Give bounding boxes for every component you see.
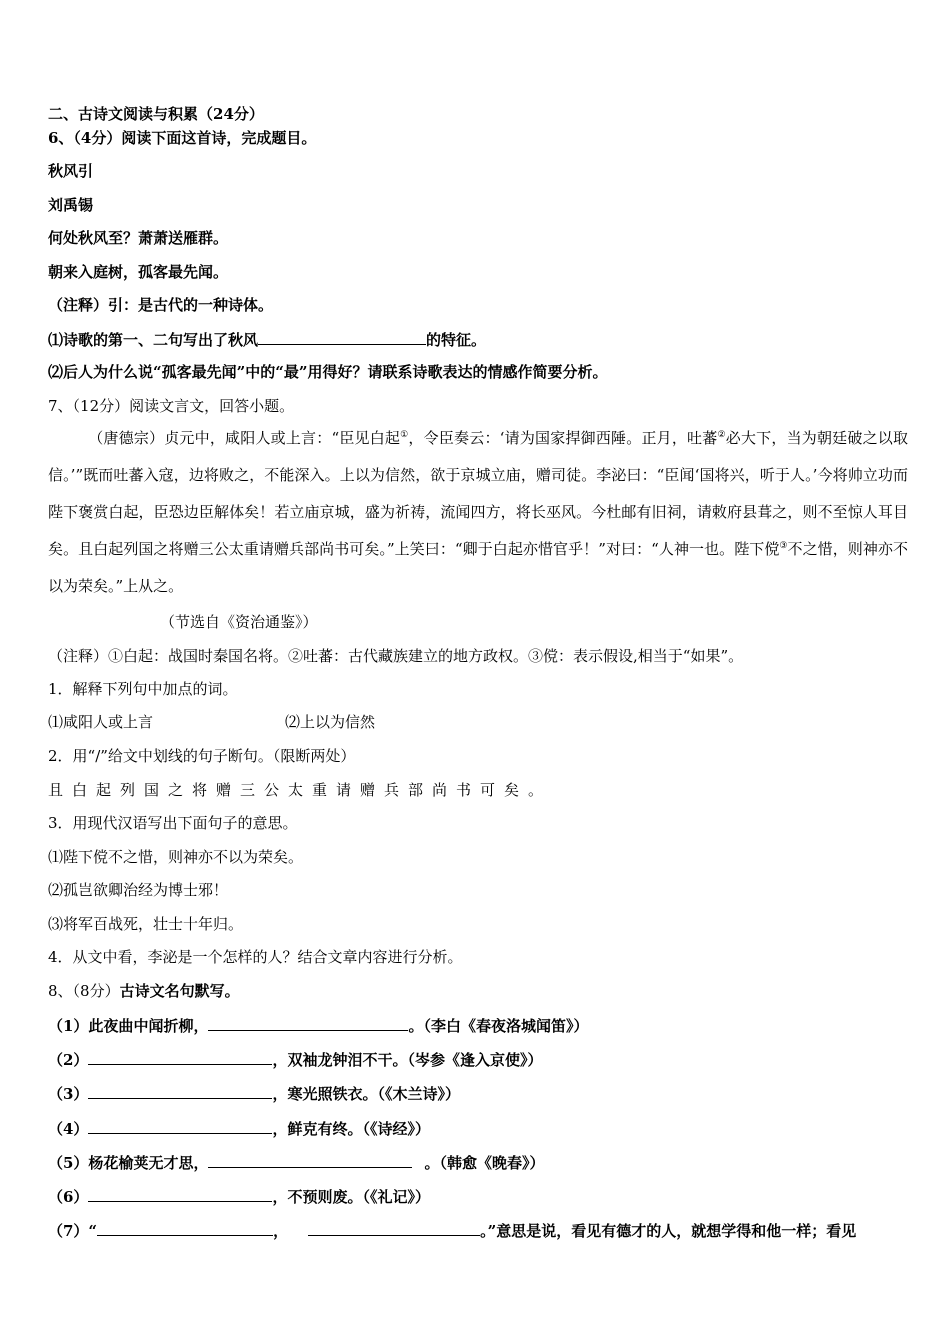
q8-item-2 (48, 1049, 910, 1070)
q7-sub1-item-a: ⑴咸阳人或上言 (48, 713, 154, 731)
q8-item-7 (48, 1220, 910, 1241)
q7-sentence-to-punctuate: 且白起列国之将赠三公太重请赠兵部尚书可矣。 (48, 781, 553, 799)
q8-item-3-pre: （3） (48, 1085, 89, 1103)
q6-sub1-blank (258, 329, 426, 345)
poem-title: 秋风引 (48, 162, 94, 180)
q7-sub1-item-b: ⑵上以为信然 (285, 713, 376, 731)
q6-subquestion-1 (48, 329, 910, 350)
q7-subquestion-3: 3．用现代汉语写出下面句子的意思。 (48, 814, 298, 832)
section-title: 二、古诗文阅读与积累（24分） (48, 105, 264, 123)
passage-part-3: 必大下，当为朝廷破之以取信。’”既而吐蕃入寇，边将败之，不能深入。上以为信然，欲于京城立庙，赠司徒。李泌曰：“臣闻‘国将兴，听于人。’今将帅立功而陛下褒赏白起，臣恐边臣解体矣！若立庙京城，盛为祈祷，流闻四方，将长巫风。今杜邮有旧祠，请敕府县葺之，则不至惊人耳目矣。且白起列国之将赠三公太重请赠兵部尚书可矣。”上笑曰：“卿于白起亦惜官乎！”对曰：“人神一也。陛下傥 (48, 429, 908, 558)
q8-item-4-post: ，鲜克有终。（《诗经》） (272, 1120, 430, 1138)
q8-item-5 (48, 1152, 910, 1173)
q6-sub1-text-before: ⑴诗歌的第一、二句写出了秋风 (48, 331, 259, 349)
q7-sub3-item-a: ⑴陛下傥不之惜，则神亦不以为荣矣。 (48, 848, 304, 866)
footnote-mark-2: ② (717, 430, 726, 440)
q6-sub1-text-after: 的特征。 (426, 331, 487, 349)
passage-part-4: 不之惜，则神亦不以为荣矣。”上从之。 (48, 540, 908, 595)
q8-item-2-blank (88, 1049, 272, 1065)
q8-item-6-pre: （6） (48, 1188, 89, 1206)
q7-passage (48, 420, 908, 605)
q8-item-7-blank-a (97, 1220, 273, 1236)
q8-item-5-post: 。（韩愈《晚春》） (424, 1154, 545, 1172)
q8-header (48, 981, 910, 1001)
q6-subquestion-2: ⑵后人为什么说“孤客最先闻”中的“最”用得好？请联系诗歌表达的情感作简要分析。 (48, 363, 608, 381)
q8-item-4 (48, 1118, 910, 1139)
q8-item-7-mid: ， (273, 1222, 289, 1240)
passage-part-1: （唐德宗）贞元中，咸阳人或上言：“臣见白起 (88, 429, 401, 447)
q8-item-4-blank (88, 1118, 272, 1134)
poem-note: （注释）引：是古代的一种诗体。 (48, 296, 274, 314)
q8-item-1-post: 。（李白《春夜洛城闻笛》） (408, 1017, 589, 1035)
q7-sub3-item-b: ⑵孤岂欲卿治经为博士邪！ (48, 881, 229, 899)
q8-item-5-blank (208, 1152, 412, 1168)
passage-source: （节选自《资治通鉴》） (160, 613, 318, 631)
q8-item-1 (48, 1015, 910, 1036)
q8-item-3 (48, 1083, 910, 1104)
q8-item-7-post: 。”意思是说，看见有德才的人，就想学得和他一样；看见 (480, 1222, 857, 1240)
q7-subquestion-2: 2．用“/”给文中划线的句子断句。（限断两处） (48, 747, 356, 765)
q8-item-3-post: ，寒光照铁衣。（《木兰诗》） (272, 1085, 460, 1103)
q8-item-5-pre: （5）杨花榆荚无才思， (48, 1154, 209, 1172)
q6-header: 6、（4分）阅读下面这首诗，完成题目。 (48, 129, 317, 147)
poem-author: 刘禹锡 (48, 196, 94, 214)
poem-line-2: 朝来入庭树，孤客最先闻。 (48, 263, 229, 281)
q8-item-2-post: ，双袖龙钟泪不干。（岑参《逢入京使》） (272, 1051, 543, 1069)
q7-sub1-items (48, 712, 910, 732)
q7-sub3-item-c: ⑶将军百战死，壮士十年归。 (48, 915, 244, 933)
q8-item-6-blank (88, 1186, 272, 1202)
q8-item-6 (48, 1186, 910, 1207)
passage-part-2: ，令臣奏云：‘请为国家捍御西陲。正月，吐蕃 (408, 429, 718, 447)
q8-header-text: 古诗文名句默写。 (119, 982, 240, 1000)
q7-subquestion-1: 1．解释下列句中加点的词。 (48, 680, 238, 698)
q8-item-7-blank-b (308, 1220, 480, 1236)
q8-item-6-post: ，不预则废。（《礼记》） (272, 1188, 430, 1206)
q7-subquestion-4: 4．从文中看，李泌是一个怎样的人？结合文章内容进行分析。 (48, 948, 463, 966)
q8-item-2-pre: （2） (48, 1051, 89, 1069)
footnote-mark-3: ③ (779, 541, 788, 551)
q8-item-7-pre: （7）“ (48, 1222, 98, 1240)
q7-header: 7、（12分）阅读文言文，回答小题。 (48, 397, 295, 415)
q8-item-3-blank (88, 1083, 272, 1099)
q8-item-4-pre: （4） (48, 1120, 89, 1138)
passage-note: （注释）①白起：战国时秦国名将。②吐蕃：古代藏族建立的地方政权。③傥：表示假设,相当于“如果”。 (48, 647, 744, 665)
q8-header-number: 8、（8分） (48, 982, 120, 1000)
q8-item-1-blank (208, 1015, 408, 1031)
q8-item-1-pre: （1）此夜曲中闻折柳， (48, 1017, 209, 1035)
poem-line-1: 何处秋风至？萧萧送雁群。 (48, 229, 229, 247)
footnote-mark-1: ① (400, 430, 409, 440)
